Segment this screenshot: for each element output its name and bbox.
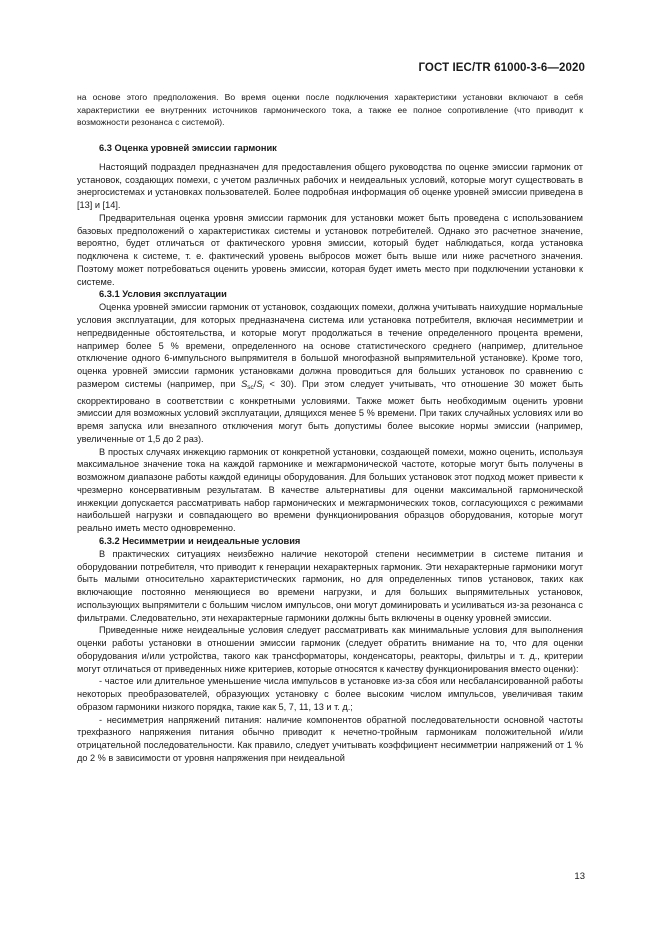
paragraph: Приведенные ниже неидеальные условия следует рассматривать как минимальные условия для выполнения оценки работы установки в отношении эмиссии гармоник (следует обратить внимание на то, что для оценки оборудования и/или устройства, такого как трансформаторы, конденсаторы, реакторы, фильтры и т. д., критерии могут отличаться от приведенных ниже критериев, которые относятся к качеству функционирования вместо оценки): [77, 625, 583, 674]
list-item: - несимметрия напряжений питания: наличие компонентов обратной последовательности основной частоты трехфазного напряжения питания обычно приводит к нечетно-тройным гармоникам положительной и/или отрицательной последовательности. Как правило, следует учитывать коэффициент несимметрии напряжений от 1 % до 2 % в зависимости от уровня напряжения при неидеальной [77, 714, 583, 763]
formula-s2: S [256, 378, 263, 389]
intro-paragraph: на основе этого предположения. Во время оценки после подключения характеристики установки включают в себя характеристики ее внутренних источников гармонического тока, а также ее полное сопротивление (что приводит к возможности резонанса с системой). [77, 92, 583, 128]
formula-sep: / [253, 378, 257, 389]
section-heading-6-3-2: 6.3.2 Несимметрии и неидеальные условия [99, 535, 301, 546]
formula-sub-sc: sc [247, 383, 254, 391]
section-heading-6-3-1: 6.3.1 Условия эксплуатации [99, 289, 227, 300]
text-run: Оценка уровней эмиссии гармоник от установок, создающих помехи, должна учитывать наихудшие нормальные условия эксплуатации, для которых предназначена система или установка потребителя, включая несимметрии и непредвиденные обстоятельства, и которые могут продолжаться в течение определенного процента времени, например более 5 % времени, определенного на основе статистического среднего (например, длительное отключение одного 6-импульсного выпрямителя в большой многофазной выпрямительной установке). Кроме того, оценка уровней эмиссии гармоник установками должна проводиться для больших установок по сравнению с размером системы (например, при [77, 302, 583, 389]
page-number: 13 [574, 871, 585, 882]
formula-s: S [241, 378, 248, 389]
list-item: - частое или длительное уменьшение числа импульсов в установке из-за сбоя или несбалансированной работы некоторых преобразователей, образующих установку с более высоким числом импульсов, увеличивая таким образом гармоники низкого порядка, такие как 5, 7, 11, 13 и т. д.; [77, 676, 583, 712]
document-header: ГОСТ IEC/TR 61000-3-6—2020 [418, 62, 585, 74]
section-heading-6-3: 6.3 Оценка уровней эмиссии гармоник [99, 142, 277, 153]
body-column [77, 91, 583, 765]
paragraph: Настоящий подраздел предназначен для предоставления общего руководства по оценке эмиссии гармоник от установок, создающих помехи, с учетом различных рабочих и неидеальных условий, которые могут существовать в энергосистемах и установках пользователей. Более подробная информация об оценке уровней эмиссии приведена в [13] и [14]. [77, 161, 583, 211]
paragraph-with-formula [77, 301, 583, 445]
paragraph: Предварительная оценка уровня эмиссии гармоник для установки может быть проведена с использованием базовых предположений о характеристиках системы и установок потребителей. Однако это расчетное значение, вероятно, будет отличаться от фактического уровня эмиссии, который будет наблюдаться, когда установка подключена к системе, т. е. фактический уровень выбросов может быть выше или ниже расчетного значения. Поэтому может потребоваться оценить уровень эмиссии, которая будет иметь место при подключении установки к системе. [77, 212, 583, 287]
paragraph: В простых случаях инжекцию гармоник от конкретной установки, создающей помехи, можно оценить, используя максимальное значение тока на каждой гармонике и межгармонической частоте, которые могут быть получены в возможном диапазоне работы каждой единицы оборудования. Для больших установок этот подход может привести к чрезмерно консервативным результатам. В качестве альтернативы для оценки максимальной гармонической инжекции допускается рассматривать набор гармонических и межгармонических токов, согласующихся с режимами наибольшей нагрузки и совпадающего во времени функционирования образцов оборудования, которые могут реально иметь место одновременно. [77, 446, 583, 534]
text-run: < 30). При этом следует учитывать, что отношение 30 может быть скорректировано в соответствии с конкретными условиями. Также может быть необходимым оценить уровни эмиссии для возможных условий эксплуатации, длящихся менее 5 % времени. При таких случайных условиях или во время запуска или внезапного отключения могут быть допустимы более высокие нормы эмиссии (например, увеличенные от 1,5 до 2 раз). [77, 378, 584, 444]
formula-sub-i: i [262, 383, 264, 391]
paragraph: В практических ситуациях неизбежно наличие некоторой степени несимметрии в системе питания и оборудовании потребителя, что приводит к генерации нехарактерных гармоник. Эти нехарактерные гармоники могут быть малыми относительно характеристических гармоник, но для определенных типов установок, таких как включающие постоянно меняющиеся во времени нагрузки, и для больших выпрямительных установок, использующих выпрямители с большим числом импульсов, они могут доминировать и усиливаться из-за резонанса с фильтрами. Следовательно, эти нехарактерные гармоники должны быть включены в оценку уровней эмиссии. [77, 548, 583, 623]
